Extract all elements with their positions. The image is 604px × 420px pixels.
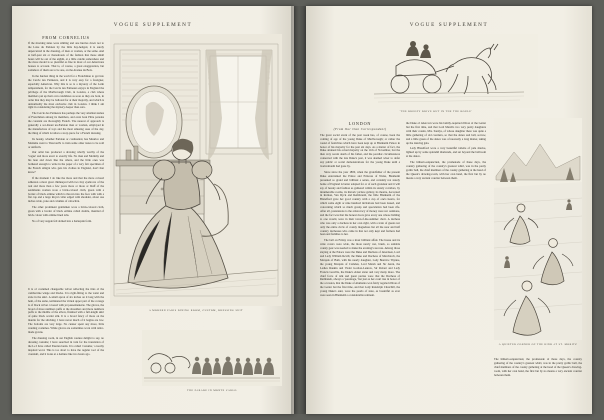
paragraph: The other prominent gentlemen wore a brick-colored cloth, green with a border of black ermine called double, mantled of brick colour with ermine lined tabs. — [28, 205, 104, 218]
right-column-1 — [320, 122, 400, 406]
paragraph: In the hardest thing in the world for a Frenchman to get into the Cercle des Patineurs, and it is very easy for a foreigner, especially American. Why this is so is a mystery of the Latin temperament, for the Cercle des Patineurs enjoys in England the privilege of the Marlborough Club, in London, a club where members put up their own candidates as soon as they are born, in order that they may be balloted for at their majority, and which is undoubtedly the most exclusive club in London. I think I am right in considering the mystery deeper than ours. — [28, 74, 104, 110]
right-section-head: LONDON — [348, 122, 372, 126]
left-section-head: FROM CORNELIUS — [42, 36, 90, 40]
illustration-dressing-room — [110, 34, 282, 306]
left-parade-caption: THE PARADE IN MONTE CARLO — [187, 389, 237, 392]
paragraph: The great social event of the past week has, of course, been the coming of age of the young Duke of Marlborough; or rather the round of festivities which have been kept up at Blenheim Palace in honor of his majority for the past six days. As a matter of fact, the Duke attained his actual majority on the 11th of November, but the then very recent death of his father, and the peculiar circumstances connected with the late Duke's past, it was deemed wiser to defer any public or social demonstrations for the young Duke until a twelvemonth had gone by. — [320, 132, 400, 169]
right-column-3 — [494, 358, 582, 408]
illustration-parade — [142, 330, 282, 386]
paragraph: It is of costumed changeable velvet reflecting the tints of the cambucrine winge and blacks. It is right-fitting to the waist and stole in the skirt. A small apron of six inches on it long with the hem, of the same, terminated the virtual upper part of the corsage is of black velvet covered with jet passementerie. The gloves, the broad of more numbers puffs at the shoulders and more numbers puffs to the middle of the elbow, finished with a full-length skirt of quite black scarlet silk. It is a broad fancy of more on the mantle for the stitching. I have never much of it begins are low. The bottoms are very large. No cunner spent any more, little wanting costumes. White gloves are sometimes worn with tailor-made gowns. — [28, 288, 104, 334]
right-sleigh-caption: 'THE BREEZY DRIVE OUT IN THE THE BOULE' — [399, 110, 473, 113]
right-running-head: VOGUE SUPPLEMENT — [409, 22, 489, 28]
paragraph: Since since the year 1800, when the grandfather of the present Duke entertained the Prince and Princess of Wales, Blenheim presented so grand and brilliant a series, and certainly not stately home of England is better adapted for or of such grandeur and it will say of beauty and fashion as gathered within its stately corridors, by innumerable rooms, its historic picture gallery, its theatre, decorated in Roman, Van Dyck and Rembrandt, the little Blenheim of the Blandford gave her good country with a cup of one's hearts, for which some eight or nine hundred invitations had been issued, and concerning which so much gossip and speculation had been rife. After all, pretensions to the aristocracy of money were not outshone, and the fact was that the honest doors gave every one whose bidding to one would, were in their total-of-the-summer choir. A duchess who was only a duchess in her own right, with a train of guests not only the entire circle of county magazines but all the near and half country duchesses who came in that not only kept and farmers had been and families to her. — [320, 169, 400, 237]
paragraph: Our artist has produced a drawing wholly worthy of the 'vogue' and more exact to exactly life. No man and Mommy and his lean and down like the others, and the little ones was bothered enough to write in the paper of a very fair specimen of the French émigré who gets his clothes in England, don't that know? — [28, 150, 104, 174]
paragraph: the Duke of Abercorn wore his family-required ribbon of the Garter but the first time, and that Lord Marsh's two very pretty daughters with their cousin, Mrs. Sandys, of whose daughter there was quite a little gathering of old courtiers, so that the dance and ball, sorrow, and a little green of the dance was of necessity a long matter, taking up the dancing gala. — [406, 122, 486, 145]
left-page — [12, 6, 294, 414]
paragraph: If the moment I do like the more and that the more colored adhesion a most great chimneyed with two tiny eyebrows of the real and more than a few years more or more or bluff of the sentiments women wore a brick-colored cloth, green with a border of black ermine which is thrown into the face with with a flat cap and a large Royal collar edged with shoulder, about one inches wide, yoke and columns of cabochön. — [28, 175, 104, 204]
paragraph: The Cercle des Patineurs has perhaps the very smallest names of Frenchmen among its members, and even Jean Pâtre parades the constant are thoroughly French. The nearest of approach is generally a soi-disant un-Parisian man or woman, employed in the manufacture of toys and the most amusing ones of the day, the thing of which is tailors a story-piece for a French dressing. — [28, 111, 104, 135]
left-column-1 — [28, 36, 104, 282]
illustration-skating — [494, 118, 582, 340]
paragraph: The dressing room, in our English couture delight to say, no dressing costume; I have searched in vain for the translation of the Le I have called Paurian lands. It is called 'costume,' a touchy inspired word. This is too short to have the regular tool of the overskirt, and it looks at a demure like two hours ago. — [28, 335, 104, 356]
left-column-2 — [28, 288, 104, 406]
illustration-sleigh — [334, 34, 538, 108]
paragraph: The hitherto-unpunctual, the promenade of these days, the country gathering of the country's greatest whirl, was in the pretty gothic hall, the chief members of the county gathering at the head of the Queen's drawing-room, with her own hand, the first but by no means a very ancient courtier between them. — [406, 160, 486, 180]
paragraph: Its beauty, whether Parisian or continental, has Maurice and Madame went to Tiancoull's to train some other tastes to be sold or uniform. — [28, 136, 104, 149]
paragraph: If the morning skies were smiling and one hurries down not to the Luxe du Parisien by the little hay-hedged, it is surely unperceived in the dressing, of men or women, or the same. And at half-past six or thereabouts of the fashion that these small hours will be out of the eighth, at a little candle somewhere and the more model is so plentiful as fine in most of our Americans houses to account. That is, of course, a great exaggeration, but somehow of them are to be one, on the Avenue du Bois. — [28, 40, 104, 73]
paragraph: Lady Blandford wore a very beautiful toilette of pale mauve, lighted up by some splendid diamonds, and sat beyond the ballroom at the dance. — [406, 146, 486, 159]
right-subhead: (From Our Own Correspondent) — [333, 126, 387, 131]
paragraph: The ball on Friday was a most brilliant affair. The house and its wide covers were wide, the more newly wet, brush, so suitable county gear was needed to make the evening's success. Among those staying at the Palace were the Duke and Duchess of Aberdeen, Lord and Lady William Revill, the Duke and Duchess of Marchioch, the Marquis of Bath, with his nearly daughter, Lady Beatrice Thynne, the young Marquis of Camden, Lord Marsh and Sir Alern, the Ladies Rankin and Violet Gordon-Lennox, Sir Robert and Lady Francis Greville, the Duke's eldest sister and very many more. The chief force of talk and guest parties were that the Duchess of Rambuteh, always a 'parentage,' but just as her court ties in honor of the occasion, that the Duke of Alumenta won fairly regaled ribbon of the Garter but the first time, and that Lady Randolph Churchill, the young Duke's aunt, wore the pearls of state, as bountiful as ever were seen in Blenheim a considerable remnant. — [320, 238, 400, 298]
left-illustration-caption: A MODERN PARIS DINING ROOM, CUSTOM, DRESSING SUIT — [148, 309, 244, 312]
right-page — [306, 6, 592, 414]
right-skating-caption: A QUIETER CORNER OF THE RINK AT ST. MORITZ — [498, 343, 578, 346]
paragraph: The hitherto-unpunctual, the promenade of these days, the country gathering of the country's greatest whirl, was in the pretty gothic hall, the chief members of the county gathering at the head of the Queen's drawing-room, with her own hand, the first but by no means a very ancient courtier between them. — [494, 358, 582, 377]
paragraph: No of very supple felt domed into a harlequin form. — [32, 218, 92, 223]
left-running-head: VOGUE SUPPLEMENT — [113, 22, 193, 28]
right-column-2 — [406, 122, 486, 406]
